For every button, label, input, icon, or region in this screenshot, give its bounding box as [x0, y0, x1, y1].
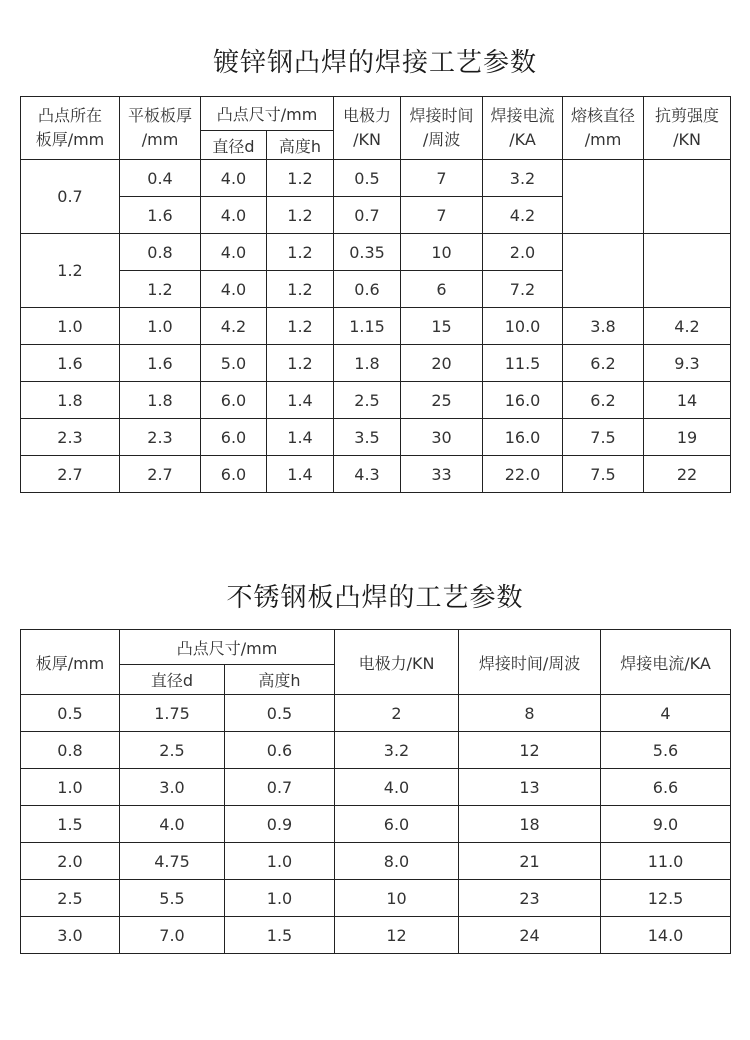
header-weld-time: 焊接时间 /周波	[401, 97, 483, 160]
cell-current: 11.5	[483, 345, 563, 382]
cell-diameter: 6.0	[201, 382, 267, 419]
cell-flat: 0.8	[120, 234, 201, 271]
header-shear-strength: 抗剪强度 /KN	[644, 97, 731, 160]
stainless-weld-table	[20, 629, 731, 954]
cell-time: 21	[459, 843, 601, 880]
cell-height: 1.4	[267, 382, 334, 419]
cell-height: 1.2	[267, 197, 334, 234]
cell-diameter: 4.0	[201, 197, 267, 234]
cell-current: 22.0	[483, 456, 563, 493]
cell-time: 13	[459, 769, 601, 806]
cell-flat: 1.2	[120, 271, 201, 308]
cell-height: 0.7	[225, 769, 335, 806]
cell-shear: 4.2	[644, 308, 731, 345]
header-bump-size: 凸点尺寸/mm	[201, 97, 334, 131]
cell-force: 2	[335, 695, 459, 732]
cell-force: 3.2	[335, 732, 459, 769]
cell-height: 1.0	[225, 880, 335, 917]
cell-time: 20	[401, 345, 483, 382]
cell-flat: 1.8	[120, 382, 201, 419]
cell-height: 1.5	[225, 917, 335, 954]
cell-height: 1.2	[267, 160, 334, 197]
cell-diameter: 6.0	[201, 419, 267, 456]
cell-time: 33	[401, 456, 483, 493]
cell-height: 1.2	[267, 234, 334, 271]
header-diameter: 直径d	[120, 665, 225, 695]
cell-time: 24	[459, 917, 601, 954]
galvanized-weld-table	[20, 96, 731, 493]
cell-time: 6	[401, 271, 483, 308]
cell-force: 1.8	[334, 345, 401, 382]
cell-thickness: 2.7	[21, 456, 120, 493]
cell-force: 0.5	[334, 160, 401, 197]
cell-current: 6.6	[601, 769, 731, 806]
cell-shear: 19	[644, 419, 731, 456]
cell-height: 1.2	[267, 345, 334, 382]
cell-flat: 1.6	[120, 197, 201, 234]
header-nugget-diameter: 熔核直径 /mm	[563, 97, 644, 160]
cell-current: 11.0	[601, 843, 731, 880]
cell-current: 4.2	[483, 197, 563, 234]
header-electrode-force: 电极力/KN	[335, 630, 459, 695]
header-flat-thickness: 平板板厚 /mm	[120, 97, 201, 160]
cell-diameter: 4.0	[201, 234, 267, 271]
cell-time: 12	[459, 732, 601, 769]
cell-diameter: 4.75	[120, 843, 225, 880]
cell-force: 0.7	[334, 197, 401, 234]
cell-force: 4.0	[335, 769, 459, 806]
header-weld-time: 焊接时间/周波	[459, 630, 601, 695]
cell-current: 16.0	[483, 382, 563, 419]
cell-time: 30	[401, 419, 483, 456]
cell-current: 2.0	[483, 234, 563, 271]
cell-thickness: 0.7	[21, 160, 120, 234]
cell-nugget: 7.5	[563, 456, 644, 493]
cell-shear-empty	[644, 160, 731, 234]
cell-height: 1.4	[267, 456, 334, 493]
table-row	[21, 695, 731, 732]
table-row	[21, 917, 731, 954]
cell-time: 7	[401, 160, 483, 197]
table-row	[21, 456, 731, 493]
stainless-table-title: 不锈钢板凸焊的工艺参数	[226, 583, 524, 613]
cell-force: 0.6	[334, 271, 401, 308]
table-row	[21, 160, 731, 197]
cell-height: 0.9	[225, 806, 335, 843]
cell-thickness: 1.2	[21, 234, 120, 308]
cell-time: 7	[401, 197, 483, 234]
cell-time: 15	[401, 308, 483, 345]
cell-nugget: 6.2	[563, 382, 644, 419]
cell-diameter: 4.0	[120, 806, 225, 843]
table-row	[21, 308, 731, 345]
cell-height: 0.5	[225, 695, 335, 732]
cell-force: 2.5	[334, 382, 401, 419]
table-row	[21, 382, 731, 419]
cell-diameter: 4.2	[201, 308, 267, 345]
cell-force: 4.3	[334, 456, 401, 493]
cell-shear: 9.3	[644, 345, 731, 382]
cell-force: 6.0	[335, 806, 459, 843]
cell-flat: 1.0	[120, 308, 201, 345]
cell-force: 0.35	[334, 234, 401, 271]
cell-force: 8.0	[335, 843, 459, 880]
cell-thickness: 3.0	[21, 917, 120, 954]
cell-current: 9.0	[601, 806, 731, 843]
header-height: 高度h	[225, 665, 335, 695]
cell-thickness: 1.5	[21, 806, 120, 843]
cell-nugget-empty	[563, 234, 644, 308]
cell-time: 23	[459, 880, 601, 917]
cell-diameter: 2.5	[120, 732, 225, 769]
cell-diameter: 1.75	[120, 695, 225, 732]
table-row	[21, 806, 731, 843]
cell-current: 12.5	[601, 880, 731, 917]
cell-shear: 22	[644, 456, 731, 493]
header-bump-size: 凸点尺寸/mm	[120, 630, 335, 665]
cell-time: 10	[401, 234, 483, 271]
cell-current: 10.0	[483, 308, 563, 345]
cell-force: 10	[335, 880, 459, 917]
cell-force: 12	[335, 917, 459, 954]
cell-flat: 2.3	[120, 419, 201, 456]
cell-diameter: 7.0	[120, 917, 225, 954]
cell-nugget: 6.2	[563, 345, 644, 382]
cell-shear-empty	[644, 234, 731, 308]
cell-thickness: 0.8	[21, 732, 120, 769]
cell-nugget: 3.8	[563, 308, 644, 345]
table-row	[21, 732, 731, 769]
header-electrode-force: 电极力 /KN	[334, 97, 401, 160]
cell-height: 0.6	[225, 732, 335, 769]
cell-height: 1.2	[267, 271, 334, 308]
cell-diameter: 5.0	[201, 345, 267, 382]
cell-current: 14.0	[601, 917, 731, 954]
cell-force: 3.5	[334, 419, 401, 456]
header-weld-current: 焊接电流 /KA	[483, 97, 563, 160]
cell-thickness: 1.8	[21, 382, 120, 419]
cell-diameter: 4.0	[201, 271, 267, 308]
cell-thickness: 1.0	[21, 769, 120, 806]
cell-flat: 1.6	[120, 345, 201, 382]
cell-height: 1.0	[225, 843, 335, 880]
cell-thickness: 1.0	[21, 308, 120, 345]
cell-thickness: 1.6	[21, 345, 120, 382]
cell-diameter: 4.0	[201, 160, 267, 197]
cell-diameter: 3.0	[120, 769, 225, 806]
cell-nugget-empty	[563, 160, 644, 234]
cell-current: 7.2	[483, 271, 563, 308]
cell-diameter: 6.0	[201, 456, 267, 493]
cell-current: 3.2	[483, 160, 563, 197]
table-row	[21, 345, 731, 382]
cell-current: 16.0	[483, 419, 563, 456]
header-height: 高度h	[267, 131, 334, 160]
cell-time: 18	[459, 806, 601, 843]
table-row	[21, 880, 731, 917]
cell-current: 5.6	[601, 732, 731, 769]
cell-time: 25	[401, 382, 483, 419]
cell-thickness: 2.0	[21, 843, 120, 880]
galvanized-table-title: 镀锌钢凸焊的焊接工艺参数	[212, 48, 537, 78]
cell-thickness: 2.5	[21, 880, 120, 917]
header-thickness: 凸点所在 板厚/mm	[21, 97, 120, 160]
table-row	[21, 843, 731, 880]
cell-height: 1.2	[267, 308, 334, 345]
table-row	[21, 234, 731, 271]
cell-current: 4	[601, 695, 731, 732]
cell-height: 1.4	[267, 419, 334, 456]
header-weld-current: 焊接电流/KA	[601, 630, 731, 695]
cell-thickness: 2.3	[21, 419, 120, 456]
header-thickness: 板厚/mm	[21, 630, 120, 695]
cell-thickness: 0.5	[21, 695, 120, 732]
table-row	[21, 769, 731, 806]
cell-flat: 0.4	[120, 160, 201, 197]
cell-diameter: 5.5	[120, 880, 225, 917]
cell-flat: 2.7	[120, 456, 201, 493]
cell-nugget: 7.5	[563, 419, 644, 456]
cell-shear: 14	[644, 382, 731, 419]
table-row	[21, 419, 731, 456]
header-diameter: 直径d	[201, 131, 267, 160]
cell-time: 8	[459, 695, 601, 732]
cell-force: 1.15	[334, 308, 401, 345]
